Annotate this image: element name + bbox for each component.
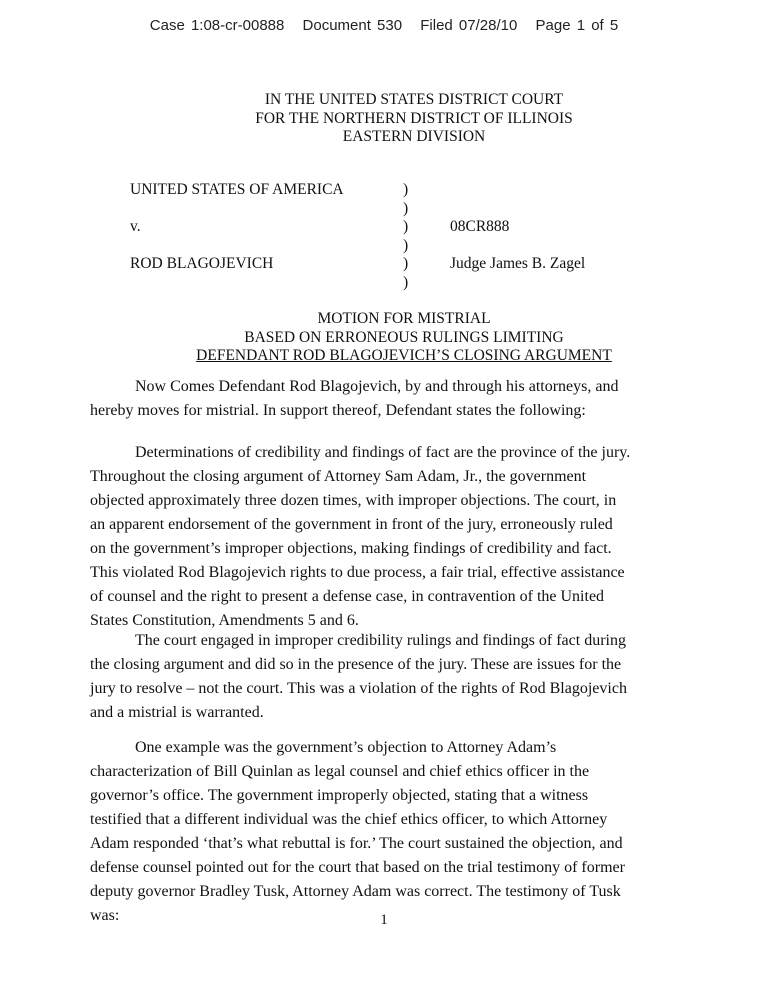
court-line: FOR THE NORTHERN DISTRICT OF ILLINOIS bbox=[255, 109, 573, 127]
paren: ) bbox=[403, 181, 409, 198]
caption-versus: v. bbox=[130, 218, 141, 235]
paren: ) bbox=[403, 236, 409, 254]
caption-blank bbox=[130, 274, 344, 293]
paragraph-line: Throughout the closing argument of Attorney Sam Adam, Jr., the government bbox=[90, 468, 587, 485]
caption-blank bbox=[450, 181, 585, 200]
page-count: Page 1 of 5 bbox=[535, 17, 619, 34]
paragraph-line: was: bbox=[90, 907, 120, 924]
title-line: DEFENDANT ROD BLAGOJEVICH’S CLOSING ARGUMENT bbox=[196, 347, 612, 364]
paren: ) bbox=[403, 199, 409, 217]
paragraph-line: governor’s office. The government improperly objected, stating that a witness bbox=[90, 787, 589, 804]
paragraph-line: One example was the government’s objection to Attorney Adam’s bbox=[135, 739, 557, 756]
caption-plaintiff: UNITED STATES OF AMERICA bbox=[130, 181, 344, 198]
caption-blank bbox=[130, 237, 344, 256]
paragraph-line: States Constitution, Amendments 5 and 6. bbox=[90, 612, 359, 629]
paren: ) bbox=[403, 255, 409, 272]
paragraph-line: Now Comes Defendant Rod Blagojevich, by and through his attorneys, and bbox=[135, 378, 619, 395]
paragraph-line: testified that a different individual was the chief ethics officer, to which Attorney bbox=[90, 811, 608, 828]
paragraph-line: and a mistrial is warranted. bbox=[90, 704, 264, 721]
paragraph-line: characterization of Bill Quinlan as legal counsel and chief ethics officer in the bbox=[90, 763, 590, 780]
paragraph-line: of counsel and the right to present a defense case, in contravention of the United bbox=[90, 588, 605, 605]
case-docket-number: 08CR888 bbox=[450, 218, 510, 235]
paragraph-line: hereby moves for mistrial. In support thereof, Defendant states the following: bbox=[90, 402, 586, 419]
paragraph-line: Adam responded ‘that’s what rebuttal is for.’ The court sustained the objection, and bbox=[90, 835, 623, 852]
paragraph-line: deputy governor Bradley Tusk, Attorney Adam was correct. The testimony of Tusk bbox=[90, 883, 621, 900]
paren: ) bbox=[403, 273, 409, 291]
paragraph-line: jury to resolve – not the court. This was a violation of the rights of Rod Blagojevich bbox=[90, 680, 627, 697]
court-line: EASTERN DIVISION bbox=[342, 128, 486, 145]
paragraph-line: objected approximately three dozen times, with improper objections. The court, in bbox=[90, 492, 617, 509]
paragraph-court-rulings bbox=[90, 629, 690, 725]
paragraph-intro bbox=[90, 375, 690, 423]
caption-parties bbox=[130, 181, 344, 292]
judge-name: Judge James B. Zagel bbox=[450, 255, 586, 272]
court-line: IN THE UNITED STATES DISTRICT COURT bbox=[264, 91, 564, 108]
paragraph-line: This violated Rod Blagojevich rights to due process, a fair trial, effective assistance bbox=[90, 564, 625, 581]
caption-parens bbox=[403, 181, 408, 292]
caption-blank bbox=[450, 274, 585, 293]
paragraph-line: The court engaged in improper credibility rulings and findings of fact during bbox=[135, 632, 626, 649]
title-line: MOTION FOR MISTRIAL bbox=[317, 310, 491, 327]
paragraph-line: Determinations of credibility and findings of fact are the province of the jury. bbox=[135, 444, 631, 461]
paragraph-example bbox=[90, 736, 690, 928]
caption-defendant: ROD BLAGOJEVICH bbox=[130, 255, 274, 272]
motion-title bbox=[0, 310, 768, 366]
document-number: Document 530 bbox=[302, 17, 403, 34]
case-number: Case 1:08-cr-00888 bbox=[149, 17, 285, 34]
caption-blank bbox=[450, 237, 585, 256]
filing-header bbox=[0, 17, 768, 34]
page-number: 1 bbox=[380, 912, 388, 928]
paren: ) bbox=[403, 218, 409, 235]
court-heading bbox=[0, 91, 768, 147]
caption-blank bbox=[450, 200, 585, 219]
caption-right bbox=[450, 181, 585, 292]
caption-blank bbox=[130, 200, 344, 219]
paragraph-line: on the government’s improper objections, making findings of credibility and fact. bbox=[90, 540, 612, 557]
title-line: BASED ON ERRONEOUS RULINGS LIMITING bbox=[244, 328, 564, 346]
paragraph-credibility bbox=[90, 441, 690, 633]
filed-date: Filed 07/28/10 bbox=[420, 17, 518, 34]
paragraph-line: the closing argument and did so in the presence of the jury. These are issues for the bbox=[90, 656, 622, 673]
paragraph-line: defense counsel pointed out for the court that based on the trial testimony of former bbox=[90, 859, 625, 876]
paragraph-line: an apparent endorsement of the government in front of the jury, erroneously ruled bbox=[90, 516, 613, 533]
